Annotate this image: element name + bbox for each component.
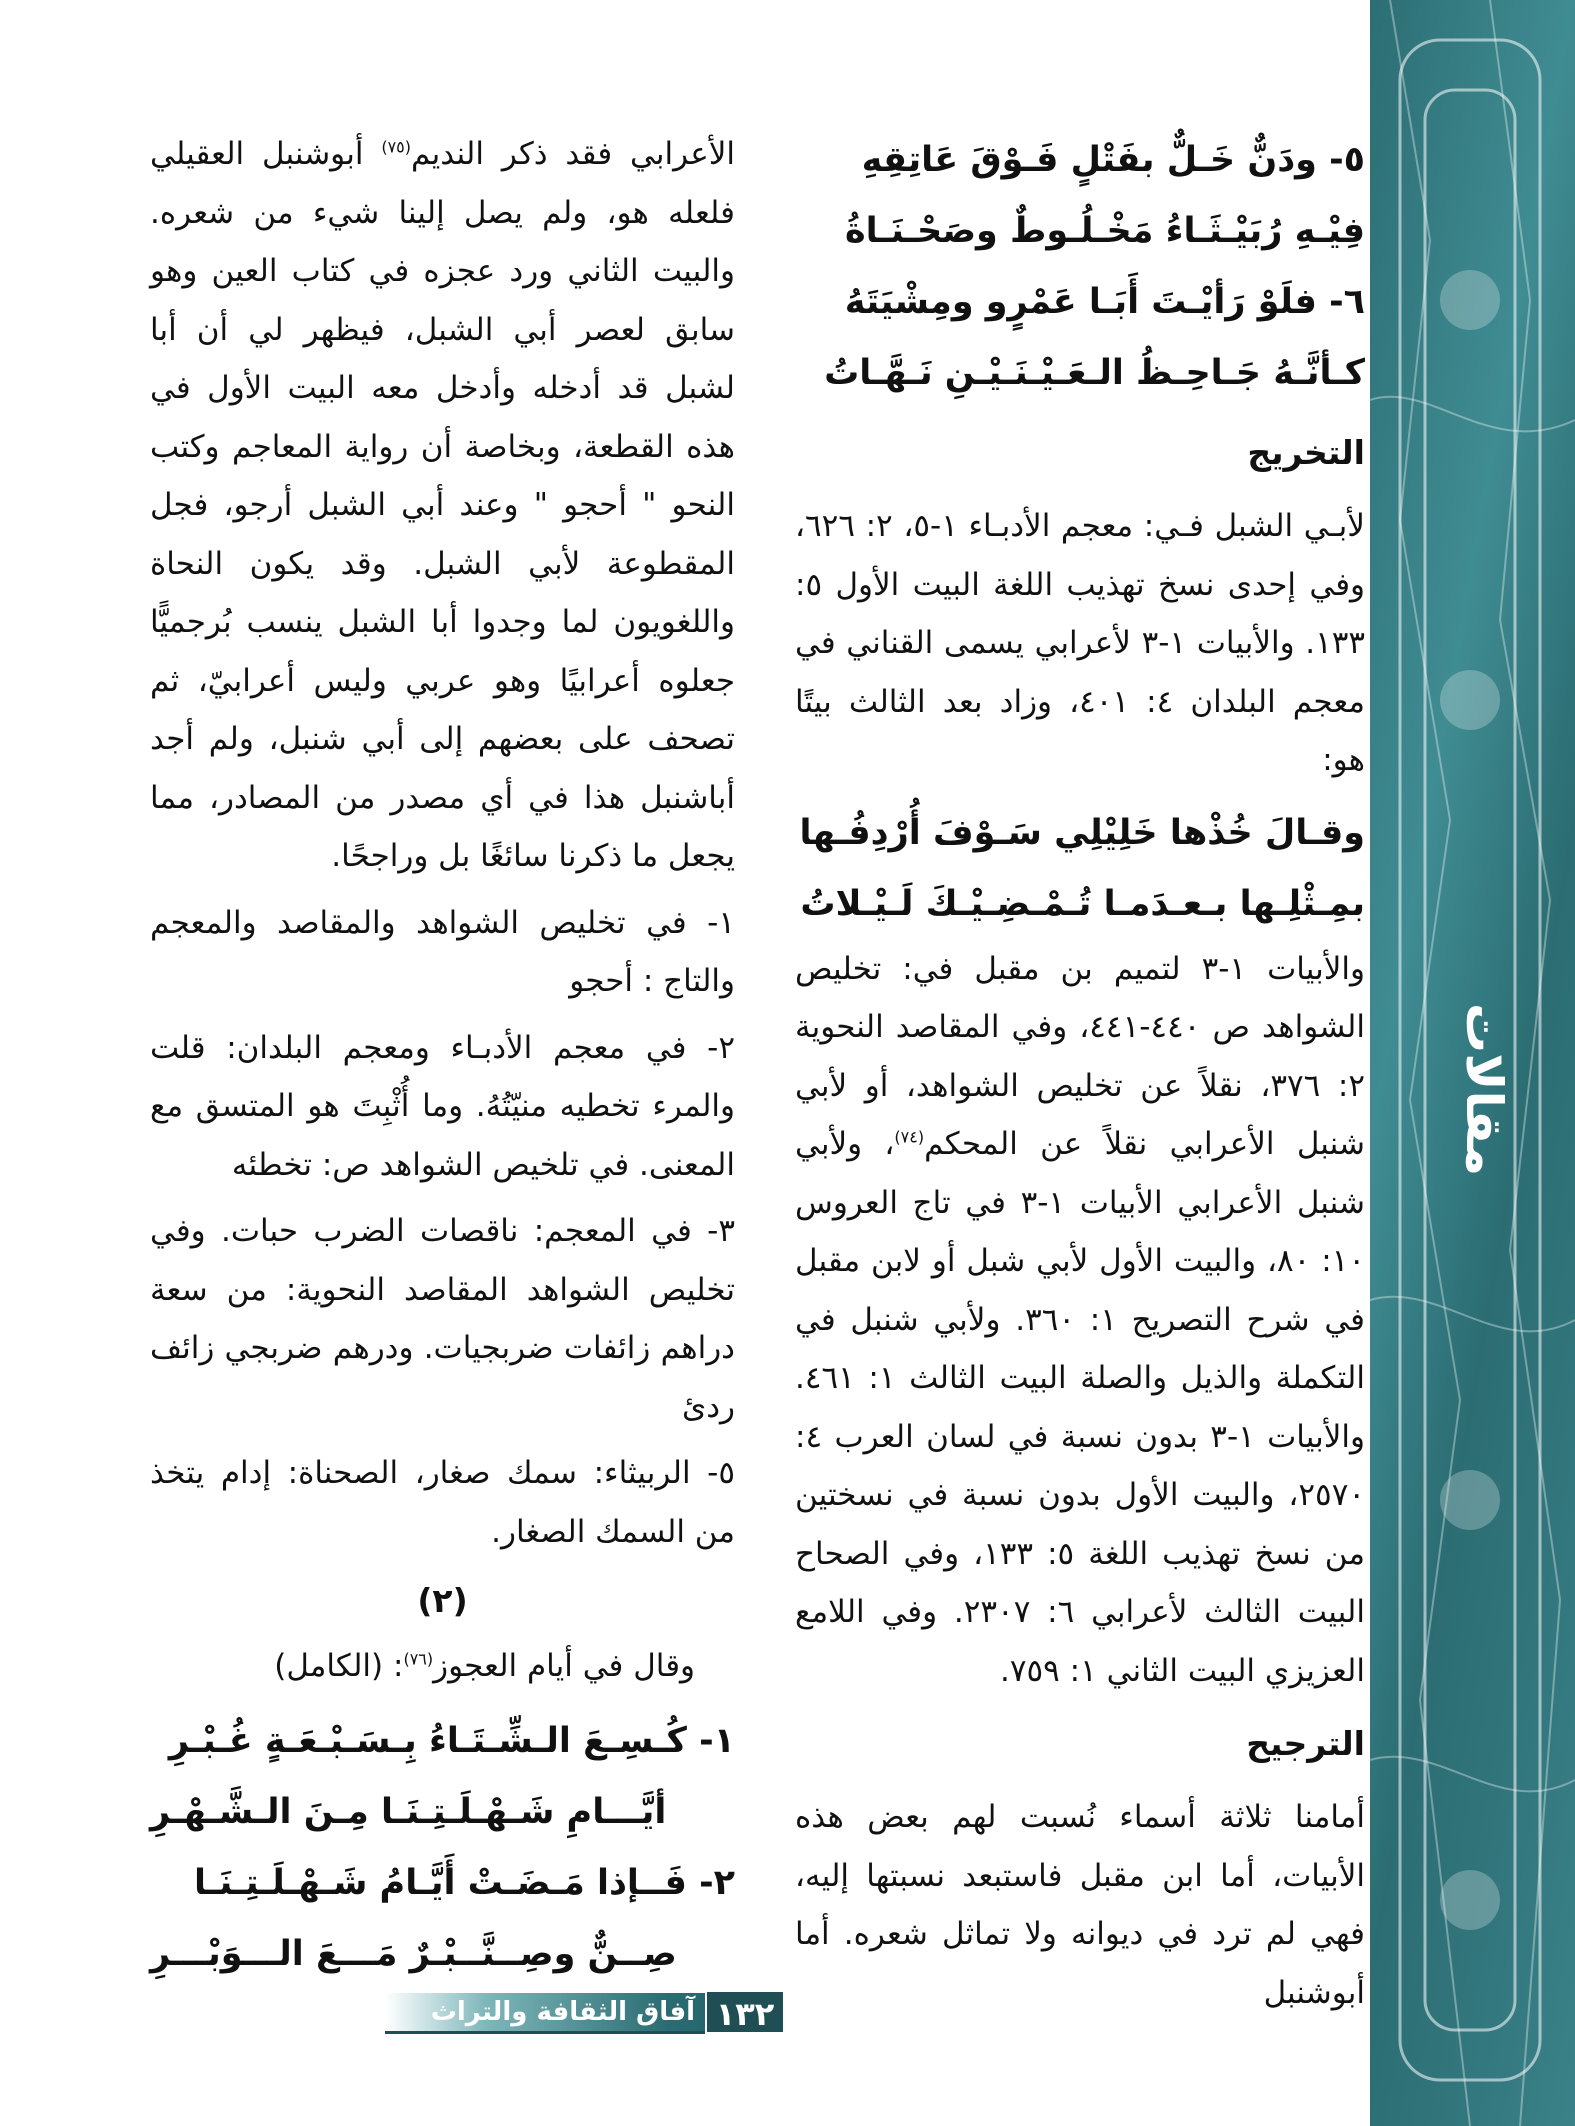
note-item: ٣- في المعجم: ناقصات الضرب حبات. وفي تخليص الشواهد المقاصد النحوية: من سعة دراهم زائفات ضربجيات. ودرهم ضربجي زائف ردئ [150, 1213, 735, 1425]
magazine-title: آفاق الثقافة والتراث [430, 1997, 695, 2027]
note-item: ١- في تخليص الشواهد والمقاصد والمعجم والتاج : أحجو [150, 904, 735, 999]
discussion-text: الأعرابي فقد ذكر النديم [411, 136, 736, 172]
verse-line: أيَّـــامِ شَـهْـلَـتِـنَـا مِـنَ الـشَّـهْـرِ [150, 1791, 667, 1832]
verse-line: ٦- فلَوْ رَأيْـتَ أَبَـا عَمْرٍو ومِشْيَتَهُ [844, 282, 1365, 322]
page-number: ١٣٢ [705, 1990, 785, 2034]
verse-line: وقـالَ خُذْها خَلِيْلِي سَـوْفَ أُرْدِفُـها [799, 812, 1365, 853]
verse-line: كـأنَّـهُ جَـاحِـظُ الـعَـيْـنَـيْـنِ نَـهَّـاتُ [824, 353, 1365, 393]
decorative-side-strip [1370, 0, 1575, 2126]
footnote-ref: (٧٤) [894, 1127, 925, 1147]
footnote-ref: (٧٦) [403, 1649, 434, 1669]
takhrij-paragraph: لأبـي الشبل فـي: معجم الأدبـاء ١-٥، ٢: ٦٢٦، وفي إحدى نسخ تهذيب اللغة البيت الأول ٥: ١٣٣. والأبيات ١-٣ لأعرابي يسمى القناني في معجم البلدان ٤: ٤٠١، وزاد بعد الثالث بيتًا هو: [795, 508, 1366, 778]
heading-takhrij: التخريج [1247, 433, 1365, 472]
poem-intro-text: وقال في أيام العجوز [433, 1648, 695, 1684]
verse-line: صِــنٌّ وصِــنَّــبْـرٌ مَـــعَ الـــوَبْـــرِ [150, 1933, 677, 1974]
note-item: ٥- الربيثاء: سمك صغار، الصحناة: إدام يتخذ من السمك الصغار. [150, 1455, 735, 1550]
verse-line: بمِـثْلِـها بـعـدَمـا تُـمْـضِـيْـكَ لَـيْـلاتُ [800, 883, 1365, 924]
note-item: ٢- في معجم الأدبـاء ومعجم البلدان: قلت والمرء تخطيه منيّتُهُ. وما أُثْبِتَ هو المتسق مع المعنى. في تلخيص الشواهد ص: تخطئه [150, 1029, 735, 1183]
poem-intro [150, 1637, 735, 1696]
sources-paragraph [795, 940, 1365, 1701]
left-column [150, 125, 735, 1990]
verse-line: ١- كُـسِـعَ الـشِّـتَـاءُ بِـسَـبْـعَـةٍ غُـبْـرِ [168, 1720, 735, 1761]
heading-tarjih: الترجيح [1246, 1724, 1365, 1763]
verse-line: ٢- فَــإذا مَـضَـتْ أَيَّـامُ شَـهْـلَـتِـنَـا [194, 1862, 735, 1903]
sources-text-rest: ، ولأبي شنبل الأعرابي الأبيات ١-٣ في تاج العروس ١٠: ٨٠، والبيت الأول لأبي شبل أو لابن مقبل في شرح التصريح ١: ٣٦٠. ولأبي شنبل في التكملة والذيل والصلة البيت الثالث ١: ٤٦١. والأبيات ١-٣ بدون نسبة في لسان العرب ٤: ٢٥٧٠، والبيت الأول بدون نسبة في نسختين من نسخ تهذيب اللغة ٥: ١٣٣، وفي الصحاح البيت الثالث لأعرابي ٦: ٢٣٠٧. وفي اللامع العزيزي البيت الثاني ١: ٧٥٩. [795, 1126, 1365, 1689]
poem-meter: : (الكامل) [274, 1648, 404, 1684]
section-number: (٢) [417, 1581, 468, 1620]
sources-text: والأبيات ١-٣ لتميم بن مقبل في: تخليص الشواهد ص ٤٤٠-٤٤١، وفي المقاصد النحوية ٢: ٣٧٦، نقلاً عن تخليص الشواهد، أو لأبي شنبل الأعرابي نقلاً عن المحكم [795, 950, 1365, 1162]
right-column [795, 125, 1365, 2030]
discussion-text-rest: أبوشنبل العقيلي فلعله هو، ولم يصل إلينا شيء من شعره. والبيت الثاني ورد عجزه في كتاب العين وهو سابق لعصر أبي الشبل، فيظهر لي أن أبا لشبل قد أدخله وأدخل معه البيت الأول في هذه القطعة، وبخاصة أن رواية المعاجم وكتب النحو " أحجو " وعند أبي الشبل أرجو، فجل المقطوعة لأبي الشبل. وقد يكون النحاة واللغويون لما وجدوا أبا الشبل ينسب بُرجميًّا جعلوه أعرابيًا وهو عربي وليس أعرابيّ، ثم تصحف على بعضهم إلى أبي شنبل، ولم أجد أباشنبل هذا في أي مصدر من المصادر، مما يجعل ما ذكرنا سائغًا بل وراجحًا. [150, 136, 735, 874]
tarjih-paragraph: أمامنا ثلاثة أسماء نُسبت لهم بعض هذه الأبيات، أما ابن مقبل فاستبعد نسبتها إليه، فهي لم ترد في ديوانه ولا تماثل شعره. أما أبوشنبل [795, 1799, 1365, 2011]
section-label: مقالات [1455, 1003, 1513, 1177]
verse-line: فِيْـهِ رُبَيْـثَـاءُ مَخْـلُـوطٌ وصَحْـنَـاةُ [845, 211, 1365, 251]
footnote-ref: (٧٥) [381, 137, 412, 157]
verse-line: ٥- ودَنٌّ خَـلٌّ بفَتْلٍ فَـوْقَ عَاتِقِهِ [861, 140, 1365, 180]
discussion-paragraph [150, 125, 735, 886]
